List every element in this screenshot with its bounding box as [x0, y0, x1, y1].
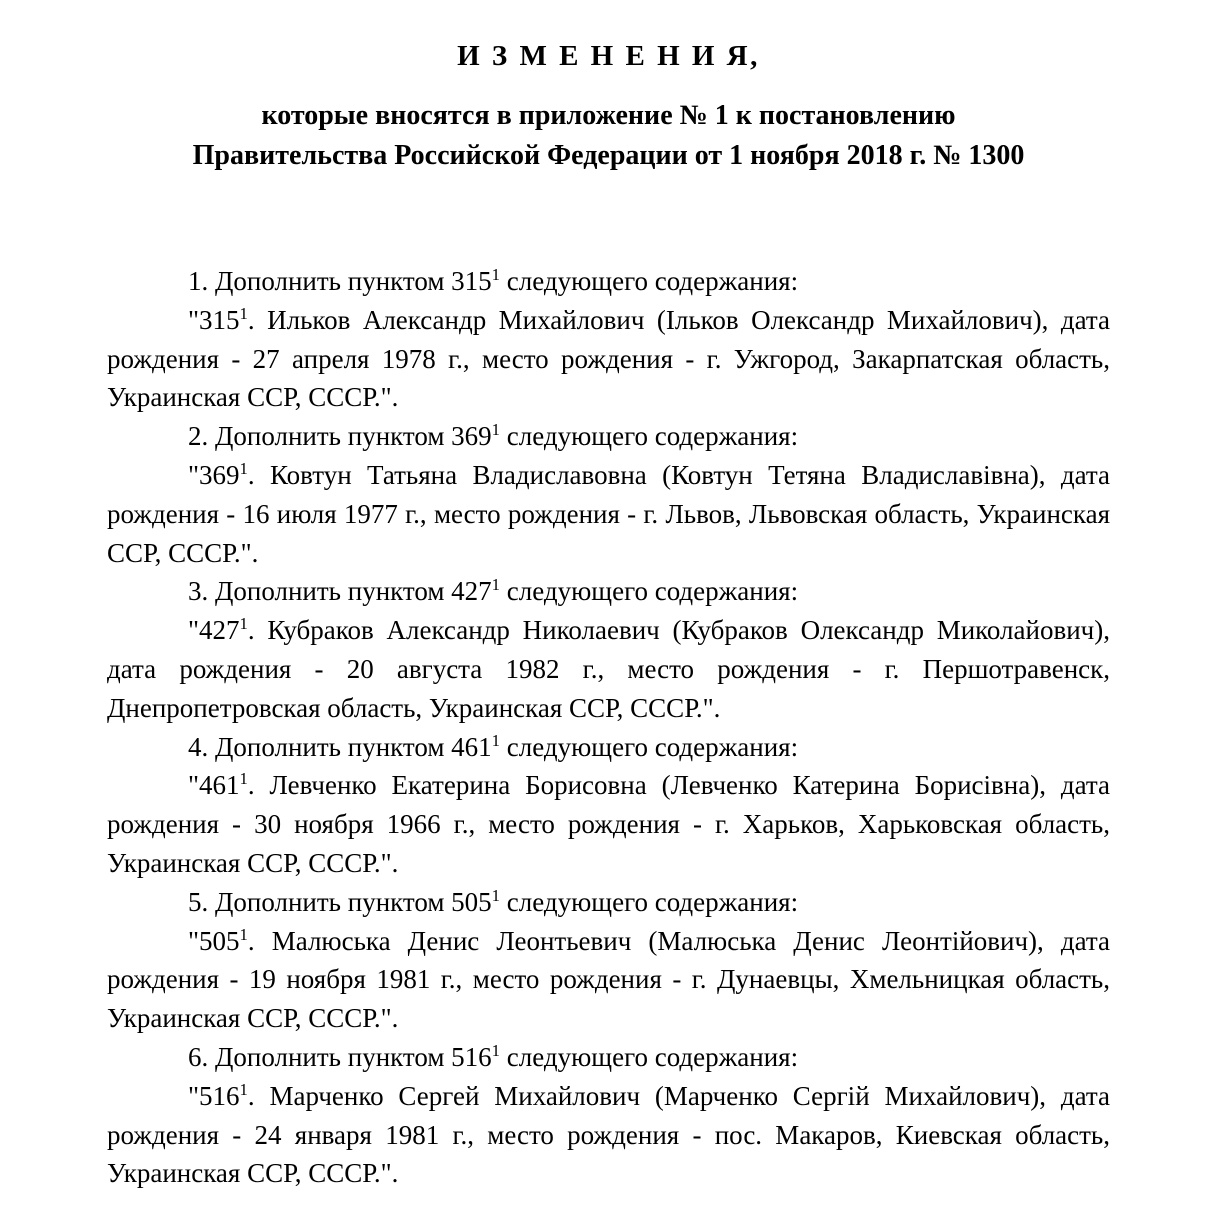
superscript-index: 1	[239, 614, 248, 634]
subtitle-line-2: Правительства Российской Федерации от 1 ноября 2018 г. № 1300	[192, 140, 1025, 171]
item-1-intro: 1. Дополнить пунктом $315^1$ следующего содержания:	[188, 265, 799, 296]
item-5-body: "$505^1$. Малюська Денис Леонтьевич (Малюська Денис Леонтійович), дата рождения - 19 ноября 1981 г., место рождения - г. Дунаевцы, Хмельницкая область, Украинская ССР, СССР.".	[107, 924, 1110, 1034]
item-3-body: "$427^1$. Кубраков Александр Николаевич (Кубраков Олександр Миколайович), дата рождения - 20 августа 1982 г., место рождения - г. Першотравенск, Днепропетровская область, Украинская ССР, СССР.".	[107, 614, 1110, 723]
item-6-intro: 6. Дополнить пунктом $516^1$ следующего содержания:	[188, 1040, 799, 1072]
superscript-index: 1	[491, 885, 501, 905]
superscript-index: 1	[491, 265, 501, 284]
superscript-index: 1	[491, 1040, 501, 1060]
superscript-index: 1	[491, 575, 501, 595]
superscript-index: 1	[239, 303, 248, 323]
item-5-intro: 5. Дополнить пунктом $505^1$ следующего содержания:	[188, 885, 799, 917]
item-4-intro: 4. Дополнить пунктом $461^1$ следующего содержания:	[188, 730, 799, 762]
subtitle-line-1: которые вносятся в приложение № 1 к постановлению	[261, 100, 956, 131]
document-body	[107, 262, 1110, 1193]
item-6-body: "$516^1$. Марченко Сергей Михайлович (Марченко Сергій Михайлович), дата рождения - 24 января 1981 г., место рождения - пос. Макаров, Киевская область, Украинская ССР, СССР.".	[107, 1079, 1110, 1189]
superscript-index: 1	[491, 730, 501, 750]
item-1-body: "$315^1$. Ильков Александр Михайлович (Ільков Олександр Михайлович), дата рождения - 27 апреля 1978 г., место рождения - г. Ужгород, Закарпатская область, Украинская ССР, СССР.".	[107, 303, 1110, 413]
item-2-intro: 2. Дополнить пунктом $369^1$ следующего содержания:	[188, 420, 799, 452]
superscript-index: 1	[239, 458, 248, 478]
superscript-index: 1	[491, 420, 501, 440]
superscript-index: 1	[239, 769, 248, 789]
item-4-body: "$461^1$. Левченко Екатерина Борисовна (Левченко Катерина Борисівна), дата рождения - 30 ноября 1966 г., место рождения - г. Харьков, Харьковская область, Украинская ССР, СССР.".	[107, 769, 1110, 878]
document-subtitle	[107, 96, 1110, 176]
superscript-index: 1	[239, 924, 248, 944]
document-title: И З М Е Н Е Н И Я,	[457, 40, 760, 72]
superscript-index: 1	[239, 1079, 248, 1099]
item-3-intro: 3. Дополнить пунктом $427^1$ следующего содержания:	[188, 575, 799, 607]
item-2-body: "$369^1$. Ковтун Татьяна Владиславовна (Ковтун Тетяна Владиславівна), дата рождения - 16 июля 1977 г., место рождения - г. Львов, Львовская область, Украинская ССР, СССР.".	[107, 458, 1110, 568]
